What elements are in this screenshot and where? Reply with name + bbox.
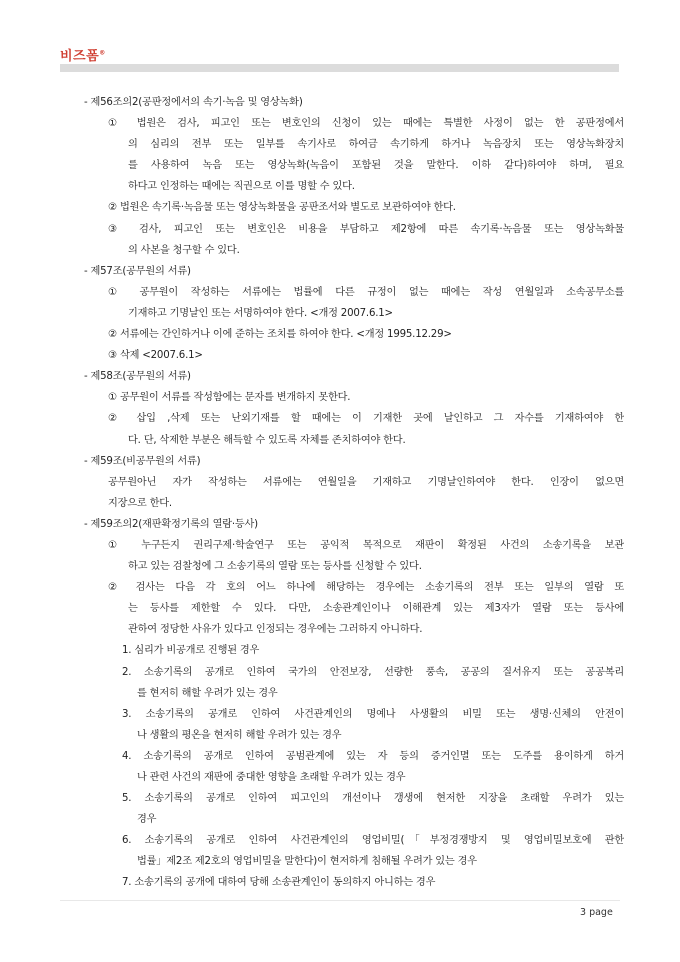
text-line: ② 검사는 다음 각 호의 어느 하나에 해당하는 경우에는 소송기록의 전부 또는 일부의 열람 또 [108,582,624,594]
text-line: ② 서류에는 간인하거나 이에 준하는 조치를 하여야 한다. <개정 1995.12.29> [108,329,452,341]
article-heading: - 제59조(비공무원의 서류) [84,455,201,467]
text-line: 다. 단, 삭제한 부분은 해득할 수 있도록 자체를 존치하여야 한다. [128,434,406,446]
text-line: 경우 [137,814,157,826]
text-line: 4. 소송기록의 공개로 인하여 공범관계에 있는 자 등의 증거인멸 또는 도주를 용이하게 하거 [122,750,624,762]
text-line: 는 등사를 제한할 수 있다. 다만, 소송관계인이나 이해관계 있는 제3자가 열람 또는 등사에 [128,603,624,615]
text-line: 하다고 인정하는 때에는 직권으로 이를 명할 수 있다. [128,181,355,193]
text-line: 를 현저히 해할 우려가 있는 경우 [137,687,278,699]
page-number: 3 page [580,907,613,918]
text-line: 나 생활의 평온을 현저히 해할 우려가 있는 경우 [137,729,342,741]
article-heading: - 제59조의2(재판확정기록의 열람·등사) [84,518,258,530]
text-line: 의 심리의 전부 또는 일부를 속기사로 하여금 속기하게 하거나 녹음장치 또는 영상녹화장치 [128,139,624,151]
text-line: 7. 소송기록의 공개에 대하여 당해 소송관계인이 동의하지 아니하는 경우 [122,877,436,889]
text-line: 를 사용하여 녹음 또는 영상녹화(녹음이 포함된 것을 말한다. 이하 같다)하여야 하며, 필요 [128,160,624,172]
text-line: 법률」제2조 제2호의 영업비밀을 말한다)이 현저하게 침해될 우려가 있는 경우 [137,856,477,868]
text-line: ① 공무원이 작성하는 서류에는 법률에 다른 규정이 없는 때에는 작성 연월일과 소속공무소를 [108,286,624,298]
text-line: ② 법원은 속기록·녹음물 또는 영상녹화물을 공판조서와 별도로 보관하여야 한다. [108,202,456,214]
article-heading: - 제58조(공무원의 서류) [84,371,191,383]
footer-rule [60,900,620,901]
text-line: 지장으로 한다. [108,497,172,509]
article-heading: - 제56조의2(공판정에서의 속기·녹음 및 영상녹화) [84,97,303,108]
text-line: ② 삽입 ,삭제 또는 난외기재를 할 때에는 이 기재한 곳에 날인하고 그 자수를 기재하여야 한 [108,413,624,425]
text-line: 하고 있는 검찰청에 그 소송기록의 열람 또는 등사를 신청할 수 있다. [128,561,422,573]
text-line: ③ 삭제 <2007.6.1> [108,350,203,362]
text-line: 5. 소송기록의 공개로 인하여 피고인의 개선이나 갱생에 현저한 지장을 초래할 우려가 있는 [122,793,624,805]
header-bar [60,64,619,72]
text-line: ① 공무원이 서류를 작성함에는 문자를 변개하지 못한다. [108,392,351,404]
text-line: 6. 소송기록의 공개로 인하여 사건관계인의 영업비밀(「부정경쟁방지 및 영업비밀보호에 관한 [122,835,624,847]
document-body [84,92,624,894]
bizform-logo: 비즈폼® [60,49,106,64]
text-line: 나 관련 사건의 재판에 중대한 영향을 초래할 우려가 있는 경우 [137,772,406,783]
text-line: 2. 소송기록의 공개로 인하여 국가의 안전보장, 선량한 풍속, 공공의 질서유지 또는 공공복리 [122,666,624,678]
text-line: 관하여 정당한 사유가 있다고 인정되는 경우에는 그러하지 아니하다. [128,624,423,636]
article-heading: - 제57조(공무원의 서류) [84,265,191,277]
text-line: ③ 검사, 피고인 또는 변호인은 비용을 부담하고 제2항에 따른 속기록·녹음물 또는 영상녹화물 [108,223,624,235]
text-line: ① 법원은 검사, 피고인 또는 변호인의 신청이 있는 때에는 특별한 사정이 없는 한 공판정에서 [108,118,624,130]
text-line: 공무원아닌 자가 작성하는 서류에는 연월일을 기재하고 기명날인하여야 한다. 인장이 없으면 [108,476,624,488]
text-line: 1. 심리가 비공개로 진행된 경우 [122,645,260,657]
text-line: 3. 소송기록의 공개로 인하여 사건관계인의 명예나 사생활의 비밀 또는 생명·신체의 안전이 [122,708,624,720]
text-line: ① 누구든지 권리구제·학술연구 또는 공익적 목적으로 재판이 확정된 사건의 소송기록을 보관 [108,539,624,551]
text-line: 기재하고 기명날인 또는 서명하여야 한다. <개정 2007.6.1> [128,307,393,319]
text-line: 의 사본을 청구할 수 있다. [128,244,240,256]
